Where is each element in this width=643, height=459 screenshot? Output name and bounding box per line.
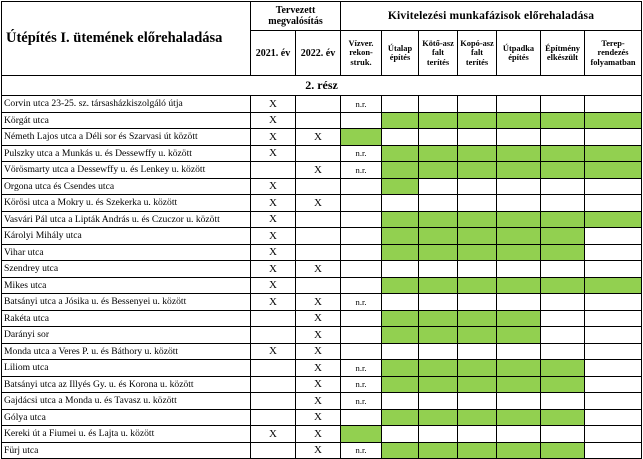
phase-done-cell — [382, 327, 419, 344]
phase-done-cell — [419, 277, 458, 294]
planned-2021-mark: X — [251, 195, 296, 212]
phase-pending-cell — [497, 129, 541, 146]
year-2022-header: 2022. év — [296, 31, 341, 76]
planned-2021-mark: X — [251, 343, 296, 360]
phase-done-cell — [541, 376, 585, 393]
table-row — [2, 211, 642, 228]
not-relevant-label: n.r. — [341, 162, 382, 179]
phase-done-cell — [541, 145, 585, 162]
street-name: Fürj utca — [2, 442, 251, 459]
phase-done-cell — [382, 376, 419, 393]
phase-pending-cell — [382, 393, 419, 410]
phase-pending-cell — [341, 409, 382, 426]
phase-done-cell — [541, 409, 585, 426]
phase-done-cell — [458, 112, 497, 129]
phase-pending-cell — [585, 244, 642, 261]
phase-done-cell — [497, 277, 541, 294]
planned-2022-mark — [296, 277, 341, 294]
table-row — [2, 195, 642, 212]
phase-done-cell — [541, 244, 585, 261]
phase-pending-cell — [458, 343, 497, 360]
phase-done-cell — [497, 442, 541, 459]
phase-pending-cell — [541, 294, 585, 311]
table-row — [2, 178, 642, 195]
phase-done-cell — [382, 277, 419, 294]
phase-pending-cell — [382, 343, 419, 360]
phase-done-cell — [458, 409, 497, 426]
phase-done-cell — [497, 310, 541, 327]
table-row — [2, 393, 642, 410]
not-relevant-label: n.r. — [341, 294, 382, 311]
street-name: Batsányi utca a Jósika u. és Bessenyei u. között — [2, 294, 251, 311]
table-row — [2, 96, 642, 113]
phase-done-cell — [497, 360, 541, 377]
not-relevant-label: n.r. — [341, 442, 382, 459]
planned-2021-mark: X — [251, 211, 296, 228]
phase-done-cell — [585, 277, 642, 294]
phase-pending-cell — [419, 178, 458, 195]
phase-pending-cell — [585, 261, 642, 278]
phase-done-cell — [382, 211, 419, 228]
phase-pending-cell — [585, 195, 642, 212]
phase-done-cell — [419, 162, 458, 179]
phase-done-cell — [382, 310, 419, 327]
phase-done-cell — [458, 442, 497, 459]
planned-2021-mark: X — [251, 261, 296, 278]
phase-pending-cell — [458, 294, 497, 311]
phase-pending-cell — [497, 393, 541, 410]
table-row — [2, 360, 642, 377]
phase-pending-cell — [585, 409, 642, 426]
planned-2022-mark: X — [296, 310, 341, 327]
phase-header-structure: Építmény elkészült — [541, 31, 585, 76]
phase-pending-cell — [341, 211, 382, 228]
phase-done-cell — [497, 112, 541, 129]
street-name: Liliom utca — [2, 360, 251, 377]
phase-done-cell — [497, 162, 541, 179]
phase-pending-cell — [419, 343, 458, 360]
phase-done-cell — [419, 145, 458, 162]
planned-2022-mark — [296, 96, 341, 113]
phase-done-cell — [419, 211, 458, 228]
phase-pending-cell — [419, 261, 458, 278]
street-name: Vörösmarty utca a Dessewffy u. és Lenkey u. között — [2, 162, 251, 179]
phase-done-cell — [458, 376, 497, 393]
street-name: Orgona utca és Csendes utca — [2, 178, 251, 195]
not-relevant-label: n.r. — [341, 376, 382, 393]
phase-pending-cell — [541, 310, 585, 327]
phase-pending-cell — [541, 426, 585, 443]
section-label: 2. rész — [2, 76, 642, 96]
street-name: Gólya utca — [2, 409, 251, 426]
phase-pending-cell — [585, 343, 642, 360]
phase-pending-cell — [341, 277, 382, 294]
street-name: Rakéta utca — [2, 310, 251, 327]
phase-pending-cell — [341, 261, 382, 278]
phase-pending-cell — [382, 294, 419, 311]
phase-pending-cell — [382, 426, 419, 443]
phase-pending-cell — [585, 393, 642, 410]
phase-pending-cell — [541, 178, 585, 195]
phase-pending-cell — [497, 294, 541, 311]
phase-pending-cell — [458, 393, 497, 410]
street-name: Károlyi Mihály utca — [2, 228, 251, 245]
phase-pending-cell — [585, 327, 642, 344]
phase-pending-cell — [497, 96, 541, 113]
planned-2021-mark — [251, 162, 296, 179]
street-name: Szendrey utca — [2, 261, 251, 278]
phase-pending-cell — [585, 376, 642, 393]
phase-pending-cell — [382, 129, 419, 146]
planned-header: Tervezett megvalósítás — [251, 2, 341, 31]
phase-done-cell — [458, 244, 497, 261]
phase-pending-cell — [541, 343, 585, 360]
phase-pending-cell — [541, 96, 585, 113]
phase-done-cell — [341, 426, 382, 443]
phase-pending-cell — [497, 426, 541, 443]
phase-done-cell — [585, 211, 642, 228]
phase-pending-cell — [585, 96, 642, 113]
phase-pending-cell — [541, 327, 585, 344]
planned-2022-mark: X — [296, 426, 341, 443]
phase-done-cell — [458, 310, 497, 327]
phase-header-water: Vízver. rekon-struk. — [341, 31, 382, 76]
table-row — [2, 376, 642, 393]
phase-done-cell — [458, 277, 497, 294]
phase-pending-cell — [382, 195, 419, 212]
phase-done-cell — [419, 376, 458, 393]
street-name: Gajdácsi utca a Monda u. és Tavasz u. között — [2, 393, 251, 410]
phase-done-cell — [497, 211, 541, 228]
phase-pending-cell — [341, 310, 382, 327]
street-name: Vasvári Pál utca a Lipták András u. és Czuczor u. között — [2, 211, 251, 228]
planned-2022-mark — [296, 112, 341, 129]
street-name: Corvin utca 23-25. sz. társasházkiszolgáló útja — [2, 96, 251, 113]
table-row — [2, 310, 642, 327]
not-relevant-label: n.r. — [341, 360, 382, 377]
phase-done-cell — [458, 162, 497, 179]
phase-done-cell — [419, 360, 458, 377]
phase-pending-cell — [585, 294, 642, 311]
phase-pending-cell — [419, 393, 458, 410]
planned-2021-mark: X — [251, 145, 296, 162]
phase-done-cell — [497, 228, 541, 245]
table-row — [2, 162, 642, 179]
phase-pending-cell — [419, 294, 458, 311]
phase-done-cell — [497, 244, 541, 261]
phase-pending-cell — [419, 426, 458, 443]
street-name: Monda utca a Veres P. u. és Báthory u. között — [2, 343, 251, 360]
planned-2022-mark: X — [296, 343, 341, 360]
phase-pending-cell — [341, 327, 382, 344]
phase-done-cell — [458, 228, 497, 245]
phase-pending-cell — [585, 228, 642, 245]
phase-done-cell — [541, 360, 585, 377]
phase-done-cell — [382, 145, 419, 162]
planned-2021-mark: X — [251, 129, 296, 146]
phase-pending-cell — [541, 195, 585, 212]
planned-2021-mark: X — [251, 96, 296, 113]
phase-done-cell — [541, 112, 585, 129]
planned-2022-mark: X — [296, 327, 341, 344]
phase-done-cell — [382, 442, 419, 459]
planned-2021-mark: X — [251, 112, 296, 129]
planned-2021-mark — [251, 327, 296, 344]
planned-2022-mark: X — [296, 442, 341, 459]
planned-2021-mark: X — [251, 294, 296, 311]
phase-pending-cell — [382, 96, 419, 113]
phase-done-cell — [341, 129, 382, 146]
year-2021-header: 2021. év — [251, 31, 296, 76]
table-title: Útépítés I. ütemének előrehaladása — [2, 2, 251, 76]
table-row — [2, 277, 642, 294]
planned-2021-mark — [251, 442, 296, 459]
phase-header-base: Útalap építés — [382, 31, 419, 76]
planned-2021-mark — [251, 310, 296, 327]
phase-pending-cell — [341, 195, 382, 212]
planned-2022-mark: X — [296, 162, 341, 179]
phase-pending-cell — [585, 442, 642, 459]
phase-done-cell — [419, 409, 458, 426]
phase-done-cell — [541, 277, 585, 294]
planned-2022-mark — [296, 178, 341, 195]
table-row — [2, 261, 642, 278]
phase-pending-cell — [341, 112, 382, 129]
table-row — [2, 426, 642, 443]
phase-pending-cell — [585, 426, 642, 443]
phase-done-cell — [497, 376, 541, 393]
phase-pending-cell — [585, 129, 642, 146]
phase-done-cell — [419, 244, 458, 261]
phase-done-cell — [458, 327, 497, 344]
planned-2021-mark — [251, 393, 296, 410]
planned-2021-mark — [251, 409, 296, 426]
phase-done-cell — [497, 327, 541, 344]
planned-2021-mark: X — [251, 244, 296, 261]
planned-2022-mark: X — [296, 261, 341, 278]
phase-done-cell — [382, 178, 419, 195]
phase-done-cell — [497, 145, 541, 162]
street-name: Pulszky utca a Munkás u. és Dessewffy u. között — [2, 145, 251, 162]
table-row — [2, 442, 642, 459]
phase-done-cell — [541, 442, 585, 459]
phase-pending-cell — [458, 426, 497, 443]
street-name: Vihar utca — [2, 244, 251, 261]
phase-pending-cell — [419, 129, 458, 146]
phase-done-cell — [382, 360, 419, 377]
not-relevant-label: n.r. — [341, 393, 382, 410]
phase-pending-cell — [419, 96, 458, 113]
phase-done-cell — [419, 442, 458, 459]
phase-done-cell — [382, 228, 419, 245]
phase-pending-cell — [458, 178, 497, 195]
table-row — [2, 112, 642, 129]
phase-header-wearing: Kopó-asz falt terítés — [458, 31, 497, 76]
phase-done-cell — [458, 145, 497, 162]
phase-pending-cell — [382, 261, 419, 278]
planned-2021-mark — [251, 360, 296, 377]
phase-done-cell — [419, 112, 458, 129]
phase-done-cell — [382, 409, 419, 426]
planned-2022-mark: X — [296, 195, 341, 212]
table-row — [2, 294, 642, 311]
phase-pending-cell — [341, 244, 382, 261]
street-name: Mikes utca — [2, 277, 251, 294]
table-row — [2, 129, 642, 146]
phase-pending-cell — [585, 178, 642, 195]
phase-pending-cell — [497, 261, 541, 278]
planned-2022-mark: X — [296, 393, 341, 410]
planned-2022-mark: X — [296, 360, 341, 377]
phase-pending-cell — [585, 360, 642, 377]
planned-2021-mark: X — [251, 228, 296, 245]
table-row — [2, 228, 642, 245]
planned-2022-mark: X — [296, 294, 341, 311]
phase-done-cell — [585, 112, 642, 129]
phase-pending-cell — [497, 343, 541, 360]
phase-pending-cell — [458, 129, 497, 146]
phase-done-cell — [541, 162, 585, 179]
phase-pending-cell — [541, 129, 585, 146]
phase-pending-cell — [541, 261, 585, 278]
phase-header-binder: Kötő-asz falt terítés — [419, 31, 458, 76]
street-name: Körösi utca a Mokry u. és Szekerka u. között — [2, 195, 251, 212]
street-name: Kereki út a Fiumei u. és Lajta u. között — [2, 426, 251, 443]
table-row — [2, 244, 642, 261]
table-row — [2, 343, 642, 360]
phase-pending-cell — [341, 228, 382, 245]
phase-pending-cell — [541, 393, 585, 410]
not-relevant-label: n.r. — [341, 96, 382, 113]
street-name: Darányi sor — [2, 327, 251, 344]
planned-2021-mark — [251, 376, 296, 393]
table-row — [2, 327, 642, 344]
table-body — [2, 96, 642, 459]
phase-done-cell — [585, 145, 642, 162]
planned-2021-mark: X — [251, 426, 296, 443]
planned-2021-mark: X — [251, 277, 296, 294]
phase-pending-cell — [458, 195, 497, 212]
phase-pending-cell — [341, 178, 382, 195]
phase-pending-cell — [497, 195, 541, 212]
street-name: Németh Lajos utca a Déli sor és Szarvasi út között — [2, 129, 251, 146]
phase-done-cell — [585, 162, 642, 179]
phase-pending-cell — [497, 178, 541, 195]
table-row — [2, 409, 642, 426]
planned-2022-mark: X — [296, 376, 341, 393]
progress-table — [1, 1, 642, 459]
progress-header: Kivitelezési munkafázisok előrehaladása — [341, 2, 642, 31]
phase-pending-cell — [341, 343, 382, 360]
planned-2022-mark — [296, 211, 341, 228]
phase-done-cell — [382, 162, 419, 179]
phase-done-cell — [382, 112, 419, 129]
phase-done-cell — [458, 360, 497, 377]
phase-done-cell — [419, 228, 458, 245]
planned-2022-mark — [296, 228, 341, 245]
phase-done-cell — [541, 211, 585, 228]
phase-done-cell — [497, 409, 541, 426]
phase-done-cell — [458, 211, 497, 228]
phase-header-shoulder: Útpadka építés — [497, 31, 541, 76]
table-row — [2, 145, 642, 162]
planned-2022-mark — [296, 145, 341, 162]
planned-2021-mark: X — [251, 178, 296, 195]
phase-pending-cell — [419, 195, 458, 212]
phase-pending-cell — [458, 96, 497, 113]
planned-2022-mark: X — [296, 129, 341, 146]
street-name: Batsányi utca az Illyés Gy. u. és Korona u. között — [2, 376, 251, 393]
phase-pending-cell — [585, 310, 642, 327]
planned-2022-mark: X — [296, 409, 341, 426]
street-name: Körgát utca — [2, 112, 251, 129]
planned-2022-mark — [296, 244, 341, 261]
phase-done-cell — [382, 244, 419, 261]
phase-done-cell — [419, 327, 458, 344]
phase-pending-cell — [458, 261, 497, 278]
phase-done-cell — [541, 228, 585, 245]
phase-done-cell — [419, 310, 458, 327]
not-relevant-label: n.r. — [341, 145, 382, 162]
phase-header-landscaping: Terep-rendezés folyamatban — [585, 31, 642, 76]
